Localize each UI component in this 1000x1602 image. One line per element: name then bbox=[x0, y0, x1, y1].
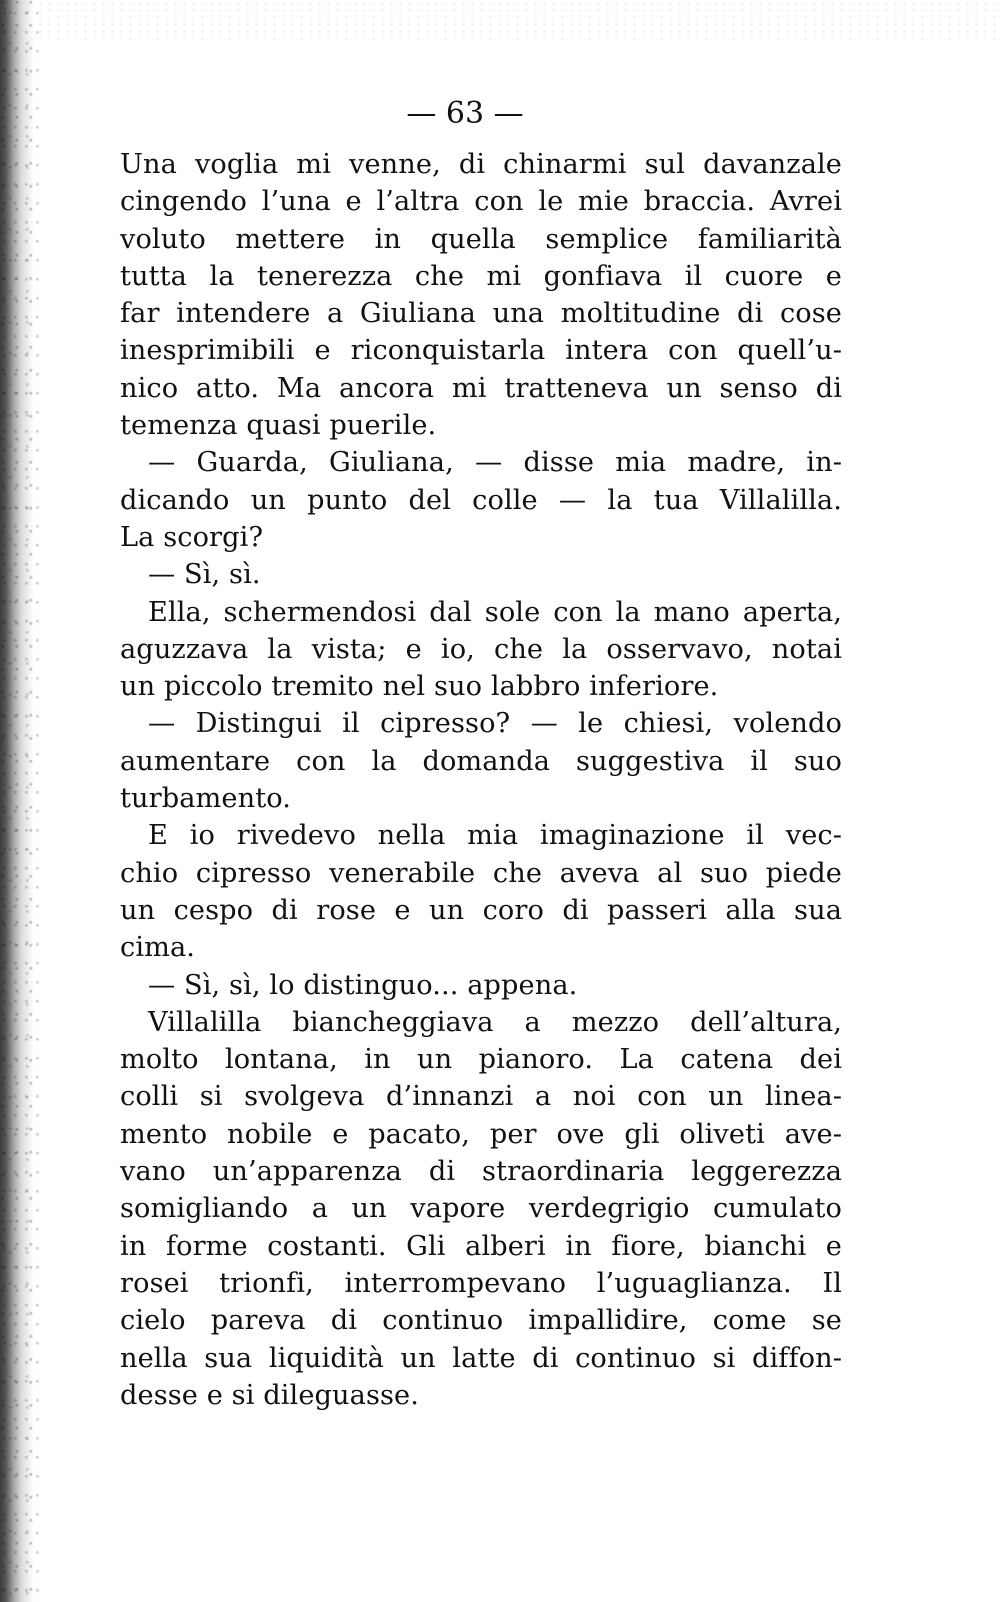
text-line: far intendere a Giuliana una moltitudine di cose bbox=[120, 298, 842, 330]
text-line: somigliando a un vapore verdegrigio cumulato bbox=[120, 1193, 842, 1225]
text-line: un cespo di rose e un coro di passeri alla sua bbox=[120, 894, 842, 926]
text-line: colli si svolgeva d’innanzi a noi con un linea- bbox=[120, 1081, 842, 1113]
binding-specks bbox=[0, 0, 40, 1602]
text-line: E io rivedevo nella mia imaginazione il vec- bbox=[148, 820, 842, 852]
text-line: — Sì, sì, lo distinguo... appena. bbox=[148, 969, 578, 1001]
scan-noise bbox=[0, 0, 1000, 40]
text-line: — Distingui il cipresso? — le chiesi, volendo bbox=[148, 708, 842, 740]
text-line: inesprimibili e riconquistarla intera con quell’u- bbox=[120, 335, 842, 367]
text-line: dicando un punto del colle — la tua Villalilla. bbox=[120, 484, 842, 516]
body-text bbox=[120, 146, 842, 1414]
text-line: Villalilla biancheggiava a mezzo dell’altura, bbox=[148, 1006, 842, 1038]
text-line: — Sì, sì. bbox=[148, 559, 261, 591]
text-line: desse e si dileguasse. bbox=[120, 1379, 419, 1411]
text-line: molto lontana, in un pianoro. La catena dei bbox=[120, 1044, 842, 1076]
text-line: Una voglia mi venne, di chinarmi sul davanzale bbox=[120, 149, 842, 180]
text-line: — Guarda, Giuliana, — disse mia madre, in- bbox=[148, 447, 842, 479]
text-line: cielo pareva di continuo impallidire, come se bbox=[120, 1305, 842, 1337]
text-line: aguzzava la vista; e io, che la osservavo, notai bbox=[120, 633, 842, 665]
text-line: nella sua liquidità un latte di continuo si diffon- bbox=[120, 1342, 842, 1374]
text-line: cima. bbox=[120, 932, 196, 964]
text-line: mento nobile e pacato, per ove gli oliveti ave- bbox=[120, 1118, 842, 1150]
text-line: tutta la tenerezza che mi gonfiava il cuore e bbox=[120, 260, 842, 292]
text-line: temenza quasi puerile. bbox=[120, 410, 437, 442]
text-line: vano un’apparenza di straordinaria leggerezza bbox=[120, 1156, 842, 1188]
text-line: in forme costanti. Gli alberi in fiore, bianchi e bbox=[120, 1230, 842, 1262]
text-line: un piccolo tremito nel suo labbro inferiore. bbox=[120, 671, 719, 703]
text-line: Ella, schermendosi dal sole con la mano aperta, bbox=[148, 596, 842, 628]
text-line: nico atto. Ma ancora mi tratteneva un senso di bbox=[120, 372, 842, 404]
text-line: La scorgi? bbox=[120, 521, 264, 553]
page-number: — 63 — bbox=[406, 96, 524, 131]
text-line: rosei trionfi, interrompevano l’uguaglianza. Il bbox=[120, 1267, 842, 1299]
text-line: chio cipresso venerabile che aveva al suo piede bbox=[120, 857, 842, 889]
text-line: voluto mettere in quella semplice familiarità bbox=[120, 223, 842, 255]
text-line: cingendo l’una e l’altra con le mie braccia. Avrei bbox=[120, 186, 842, 218]
text-line: turbamento. bbox=[120, 783, 291, 815]
text-line: aumentare con la domanda suggestiva il suo bbox=[120, 745, 842, 777]
